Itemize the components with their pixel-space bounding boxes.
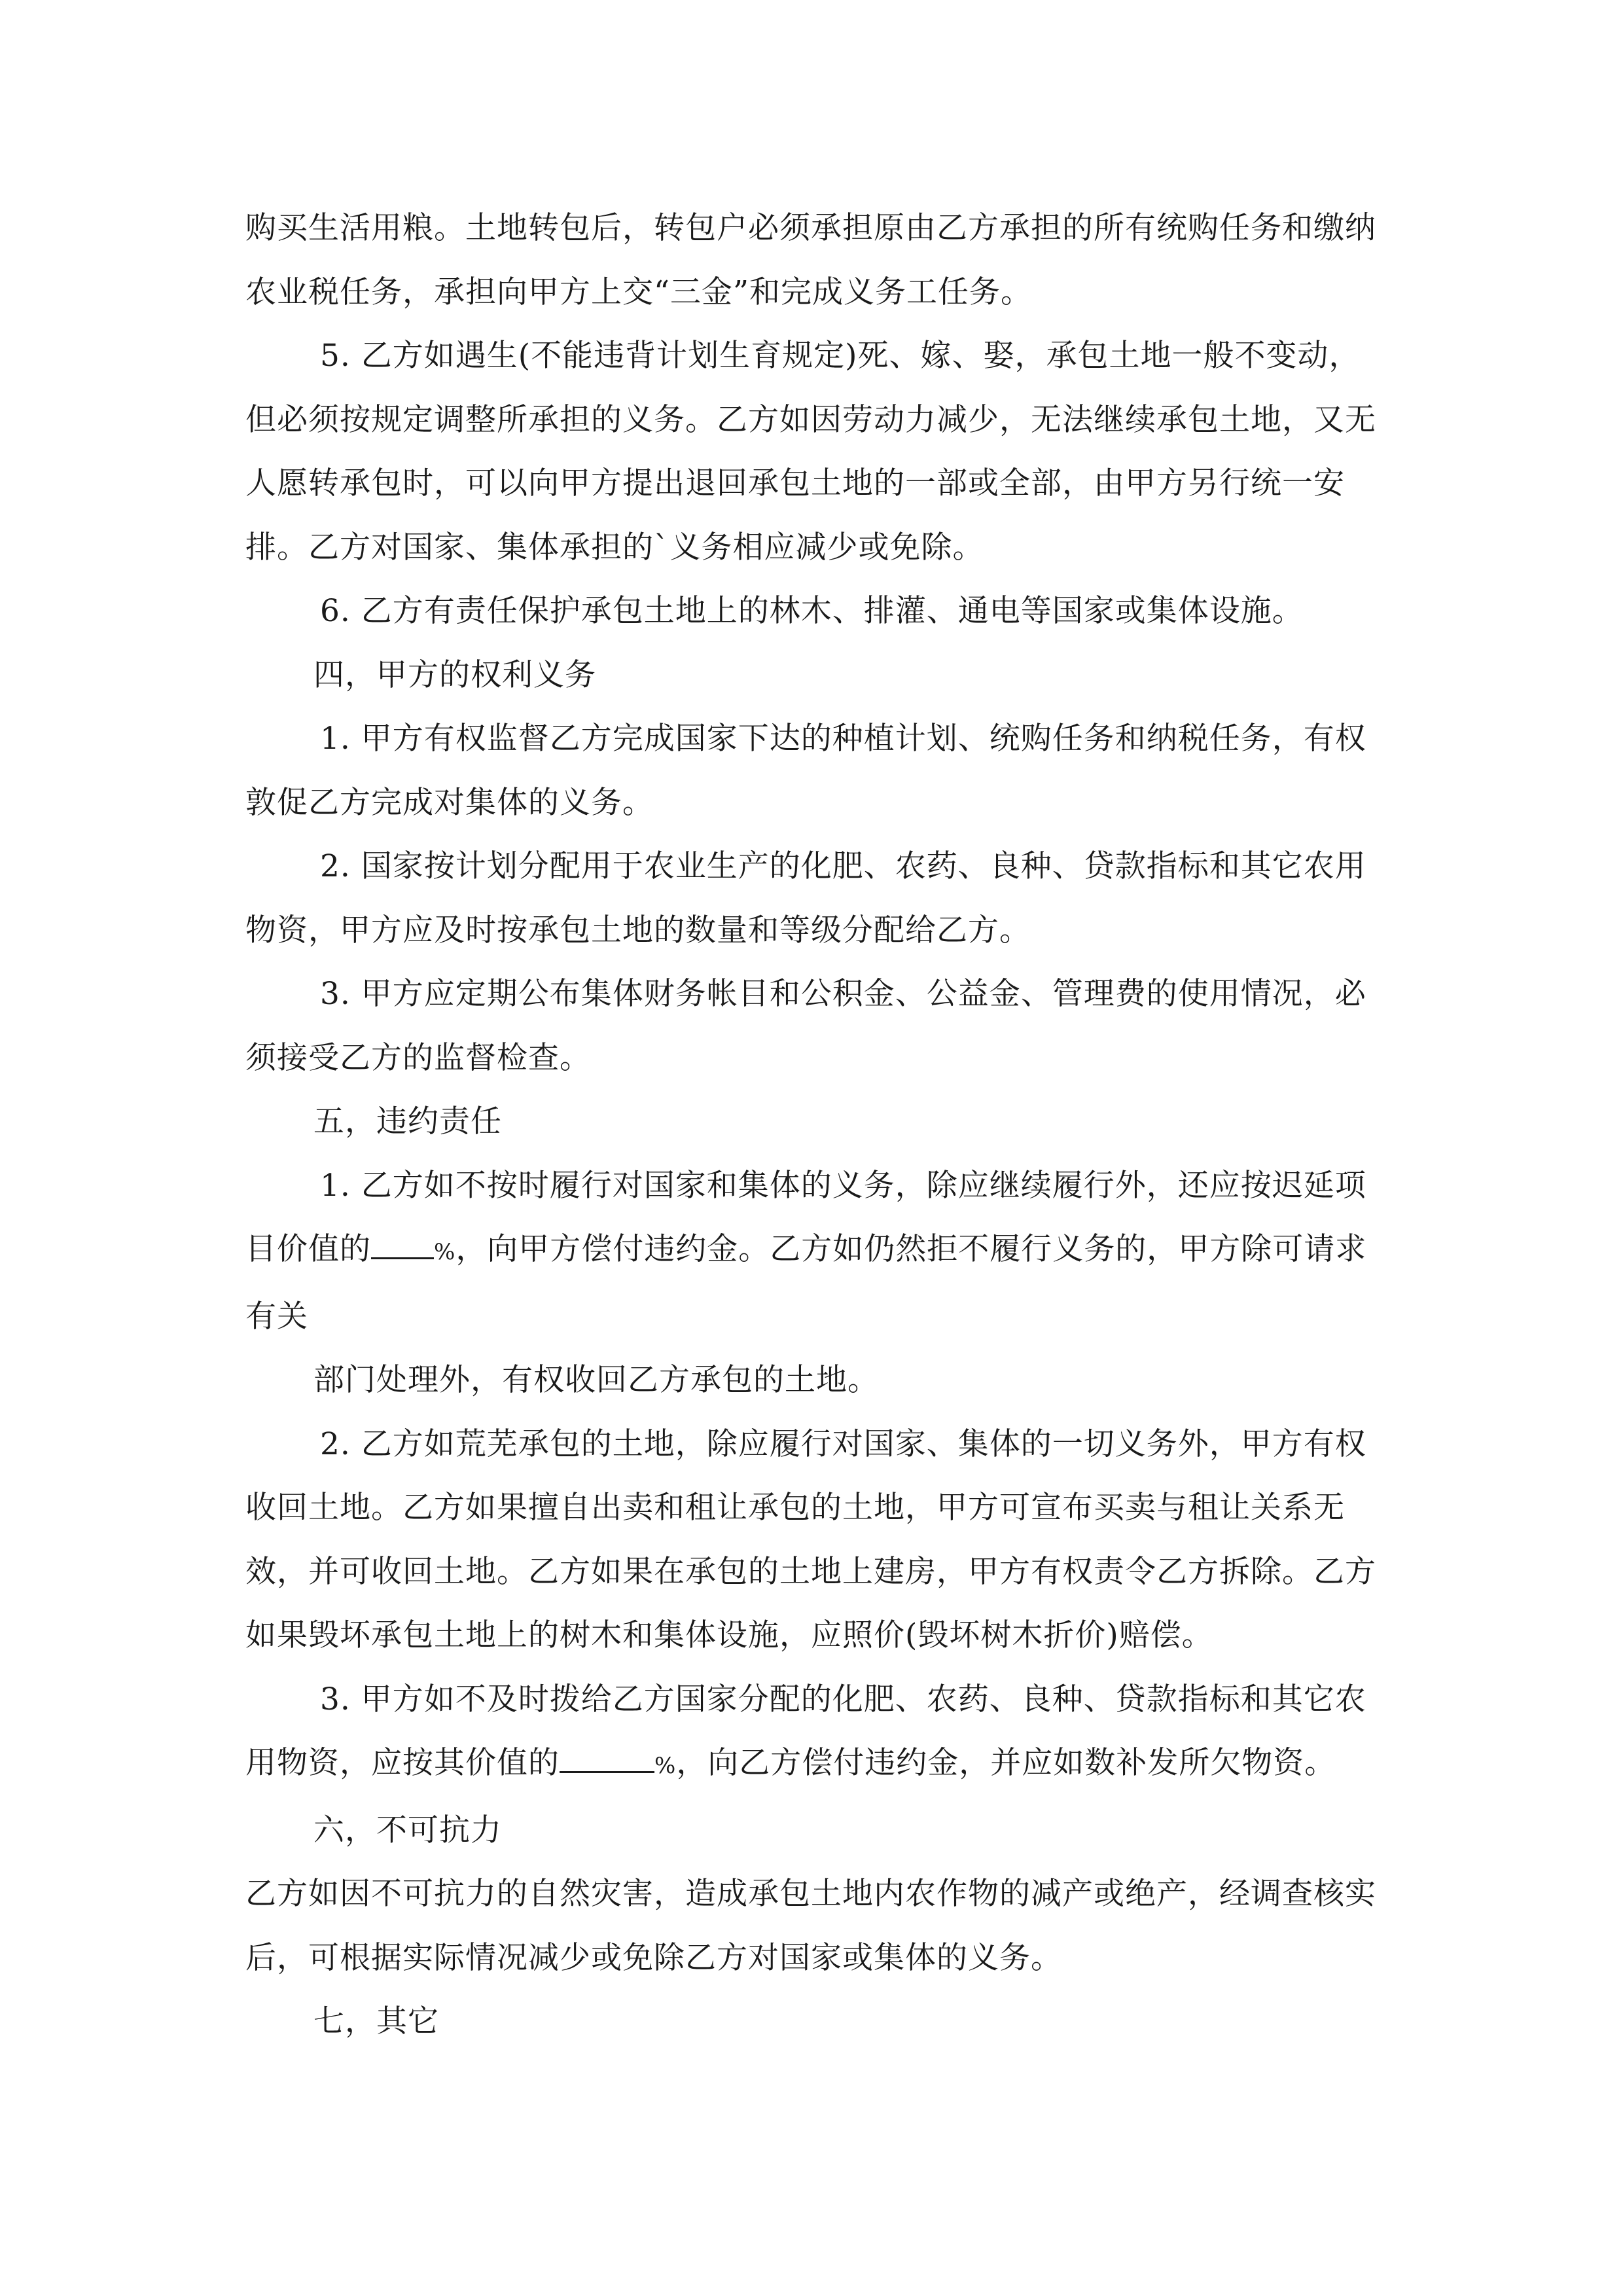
clause-5-3-party-a-default: [245, 1668, 1391, 1799]
section-heading-4: 四，甲方的权利义务: [313, 656, 596, 693]
percent-sign-2: %: [654, 1753, 677, 1779]
clause-4-3-disclosure: 3. 甲方应定期公布集体财务帐目和公积金、公益金、管理费的使用情况，必须接受乙方的监督检查。: [245, 976, 1366, 1076]
section-heading-7: 七，其它: [313, 2003, 439, 2039]
percent-sign-1: %: [434, 1239, 456, 1265]
document-body: [245, 196, 1391, 2054]
section-heading-6: 六，不可抗力: [313, 1812, 502, 1848]
section-heading-5: 五，违约责任: [313, 1103, 502, 1139]
clause-5-1-text-a: 1. 乙方如不按时履行对国家和集体的义务，除应继续履行外，还应按迟延项目价值的: [245, 1167, 1366, 1267]
blank-percent-field-1: [371, 1226, 434, 1259]
clause-5-3-text-a: 3. 甲方如不及时拨给乙方国家分配的化肥、农药、良种、贷款指标和其它农用物资，应按其价值的: [245, 1681, 1366, 1781]
clause-5-marriage-birth: 5. 乙方如遇生(不能违背计划生育规定)死、嫁、娶，承包土地一般不变动，但必须按规定调整所承担的义务。乙方如因劳动力减少，无法继续承包土地，又无人愿转承包时，可以向甲方提出退回承包土地的一部或全部，由甲方另行统一安排。乙方对国家、集体承担的`义务相应减少或免除。: [245, 338, 1376, 565]
clause-6-force-majeure: 乙方如因不可抗力的自然灾害，造成承包土地内农作物的减产或绝产，经调查核实后，可根据实际情况减少或免除乙方对国家或集体的义务。: [245, 1876, 1376, 1976]
clause-5-2-land-abandonment: 2. 乙方如荒芜承包的土地，除应履行对国家、集体的一切义务外，甲方有权收回土地。乙方如果擅自出卖和租让承包的土地，甲方可宣布买卖与租让关系无效，并可收回土地。乙方如果在承包的土地上建房，甲方有权责令乙方拆除。乙方如果毁坏承包土地上的树木和集体设施，应照价(毁坏树木折价)赔偿。: [245, 1426, 1376, 1653]
paragraph-grain-purchase: 购买生活用粮。土地转包后，转包户必须承担原由乙方承担的所有统购任务和缴纳农业税任务，承担向甲方上交“三金”和完成义务工任务。: [245, 210, 1376, 310]
clause-5-1-default: [245, 1154, 1391, 1349]
clause-5-1-text-b: ，向甲方偿付违约金。乙方如仍然拒不履行义务的，甲方除可请求有关: [245, 1231, 1367, 1335]
clause-5-1-continuation: 部门处理外，有权收回乙方承包的土地。: [313, 1362, 879, 1398]
clause-4-2-allocation: 2. 国家按计划分配用于农业生产的化肥、农药、良种、贷款指标和其它农用物资，甲方应及时按承包土地的数量和等级分配给乙方。: [245, 848, 1366, 948]
clause-4-1-supervision: 1. 甲方有权监督乙方完成国家下达的种植计划、统购任务和纳税任务，有权敦促乙方完成对集体的义务。: [245, 721, 1366, 821]
clause-5-3-text-b: ，向乙方偿付违约金，并应如数补发所欠物资。: [676, 1745, 1336, 1781]
clause-6-protect-facilities: 6. 乙方有责任保护承包土地上的林木、排灌、通电等国家或集体设施。: [320, 593, 1304, 629]
blank-percent-field-2: [560, 1740, 654, 1773]
